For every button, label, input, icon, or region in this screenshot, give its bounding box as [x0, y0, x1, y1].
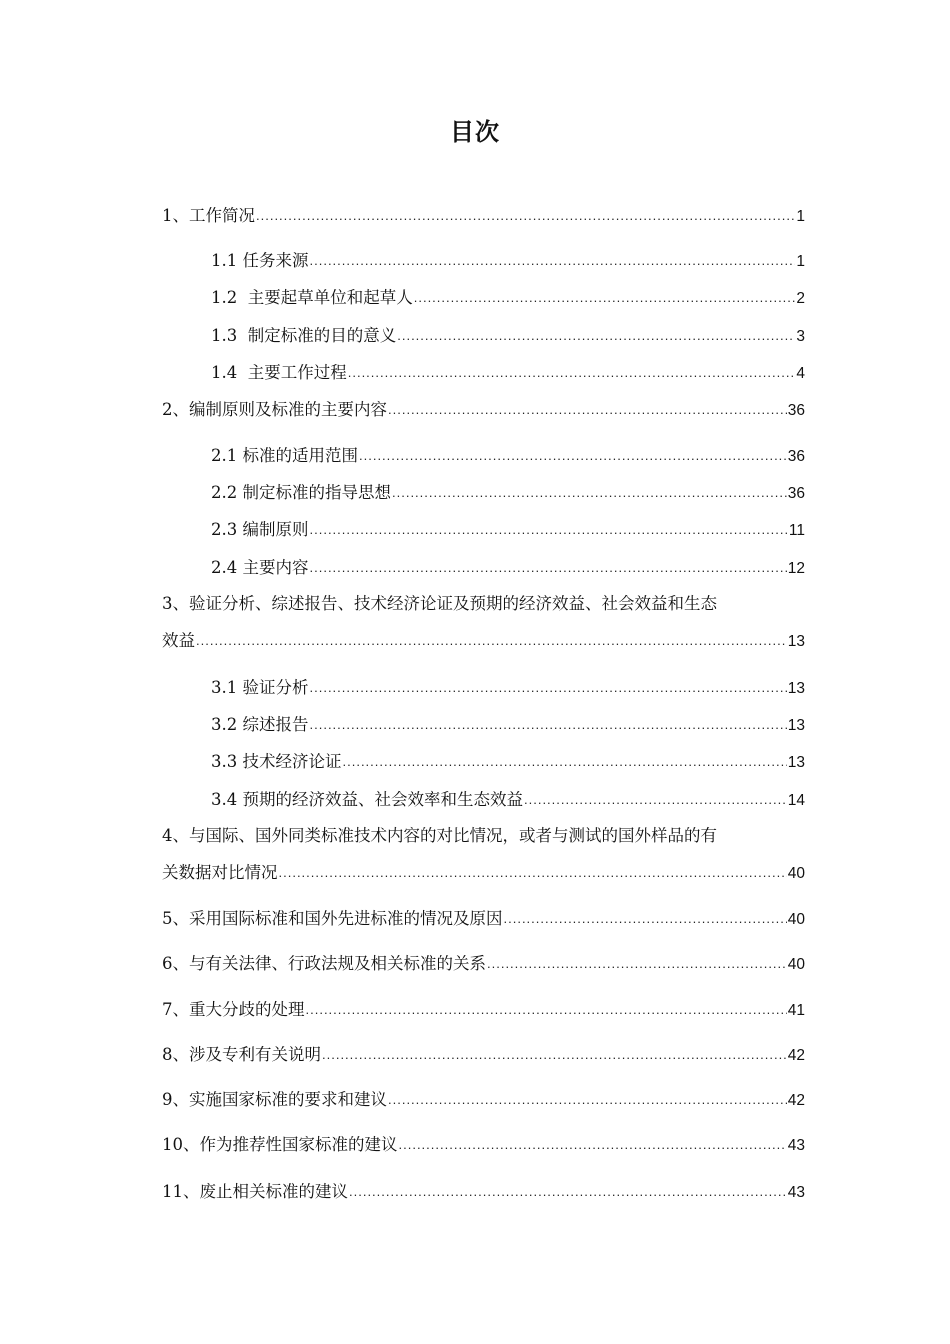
toc-entry-page: 36	[787, 402, 805, 419]
toc-entry-page: 13	[787, 754, 805, 771]
toc-entry-label: 10、作为推荐性国家标准的建议	[162, 1135, 398, 1154]
toc-entry[interactable]	[162, 394, 805, 420]
toc-entry-label: 7、重大分歧的处理	[162, 1000, 305, 1019]
toc-entry-page: 3	[796, 328, 805, 345]
toc-entry-page: 12	[787, 560, 805, 577]
dot-leader	[349, 1184, 787, 1199]
dot-leader	[196, 633, 787, 648]
toc-entry-label: 3.2 综述报告	[211, 715, 309, 734]
toc-entry-page: 4	[796, 365, 805, 382]
dot-leader	[343, 754, 787, 769]
toc-entry-label: 效益	[162, 631, 195, 650]
toc-entry[interactable]	[211, 709, 805, 735]
toc-entry[interactable]	[211, 784, 805, 810]
toc-entry-page: 36	[787, 448, 805, 465]
toc-entry[interactable]	[211, 357, 805, 383]
toc-entry-page: 42	[787, 1092, 805, 1109]
dot-leader	[504, 911, 787, 926]
toc-entry-label: 2.2 制定标准的指导思想	[211, 483, 391, 502]
toc-entry-label: 1.4 主要工作过程	[211, 363, 347, 382]
dot-leader	[359, 448, 787, 463]
dot-leader	[279, 865, 787, 880]
dot-leader	[256, 208, 795, 223]
toc-entry-page: 1	[796, 208, 805, 225]
toc-entry[interactable]	[211, 245, 805, 271]
toc-entry[interactable]	[211, 477, 805, 503]
toc-entry-label: 1.3 制定标准的目的意义	[211, 326, 397, 345]
toc-entry-page: 11	[788, 522, 805, 539]
toc-entry[interactable]	[211, 514, 805, 540]
toc-entry-label: 11、废止相关标准的建议	[162, 1182, 348, 1201]
toc-entry[interactable]	[162, 857, 805, 883]
toc-entry-page: 1	[796, 253, 805, 270]
page-title: 目次	[450, 118, 500, 146]
toc-entry-label: 3.1 验证分析	[211, 678, 309, 697]
toc-entry-label: 5、采用国际标准和国外先进标准的情况及原因	[162, 909, 503, 928]
dot-leader	[310, 717, 787, 732]
dot-leader	[348, 365, 796, 380]
toc-entry-page: 13	[787, 680, 805, 697]
toc-entry-label: 1.2 主要起草单位和起草人	[211, 288, 413, 307]
toc-entry-page: 14	[787, 792, 805, 809]
toc-entry[interactable]	[162, 1176, 805, 1202]
toc-entry-label: 8、涉及专利有关说明	[162, 1045, 321, 1064]
toc-entry-page: 40	[787, 911, 805, 928]
dot-leader	[487, 956, 787, 971]
toc-entry-label: 1.1 任务来源	[211, 251, 309, 270]
toc-entry[interactable]	[162, 994, 805, 1020]
toc-entry-label: 9、实施国家标准的要求和建议	[162, 1090, 387, 1109]
toc-entry[interactable]	[211, 440, 805, 466]
toc-entry-page: 2	[796, 290, 805, 307]
toc-entry-label: 关数据对比情况	[162, 863, 278, 882]
toc-entry-label: 1、工作简况	[162, 206, 255, 225]
dot-leader	[310, 560, 787, 575]
dot-leader	[397, 328, 795, 343]
toc-entry-line1[interactable]: 4、与国际、国外同类标准技术内容的对比情况，或者与测试的国外样品的有	[162, 826, 717, 845]
dot-leader	[306, 1002, 787, 1017]
toc-entry-page: 36	[787, 485, 805, 502]
toc-entry[interactable]	[162, 200, 805, 226]
dot-leader	[414, 290, 796, 305]
dot-leader	[388, 1092, 787, 1107]
dot-leader	[524, 792, 787, 807]
toc-entry-page: 40	[787, 865, 805, 882]
toc-entry-label: 2、编制原则及标准的主要内容	[162, 400, 387, 419]
toc-entry-page: 43	[787, 1137, 805, 1154]
toc-entry[interactable]	[162, 625, 805, 651]
toc-entry-page: 42	[787, 1047, 805, 1064]
dot-leader	[310, 522, 788, 537]
toc-entry[interactable]	[211, 672, 805, 698]
toc-entry-page: 40	[787, 956, 805, 973]
toc-entry[interactable]	[162, 903, 805, 929]
toc-entry[interactable]	[211, 746, 805, 772]
toc-entry[interactable]	[162, 1084, 805, 1110]
toc-entry[interactable]	[162, 948, 805, 974]
toc-entry-page: 13	[787, 717, 805, 734]
toc-entry[interactable]	[162, 1129, 805, 1155]
toc-entry-page: 41	[787, 1002, 805, 1019]
toc-entry-label: 2.1 标准的适用范围	[211, 446, 358, 465]
toc-entry-label: 3.4 预期的经济效益、社会效率和生态效益	[211, 790, 523, 809]
toc-entry-page: 43	[787, 1184, 805, 1201]
toc-entry[interactable]	[211, 282, 805, 308]
toc-entry-line1[interactable]: 3、验证分析、综述报告、技术经济论证及预期的经济效益、社会效益和生态	[162, 594, 717, 613]
dot-leader	[322, 1047, 787, 1062]
toc-entry[interactable]	[211, 552, 805, 578]
dot-leader	[310, 253, 796, 268]
toc-entry[interactable]	[211, 320, 805, 346]
dot-leader	[399, 1137, 787, 1152]
toc-entry-label: 2.3 编制原则	[211, 520, 309, 539]
toc-entry-label: 6、与有关法律、行政法规及相关标准的关系	[162, 954, 486, 973]
dot-leader	[388, 402, 787, 417]
dot-leader	[392, 485, 787, 500]
dot-leader	[310, 680, 787, 695]
toc-entry-label: 2.4 主要内容	[211, 558, 309, 577]
toc-entry-label: 3.3 技术经济论证	[211, 752, 342, 771]
toc-entry[interactable]	[162, 1039, 805, 1065]
toc-entry-page: 13	[787, 633, 805, 650]
